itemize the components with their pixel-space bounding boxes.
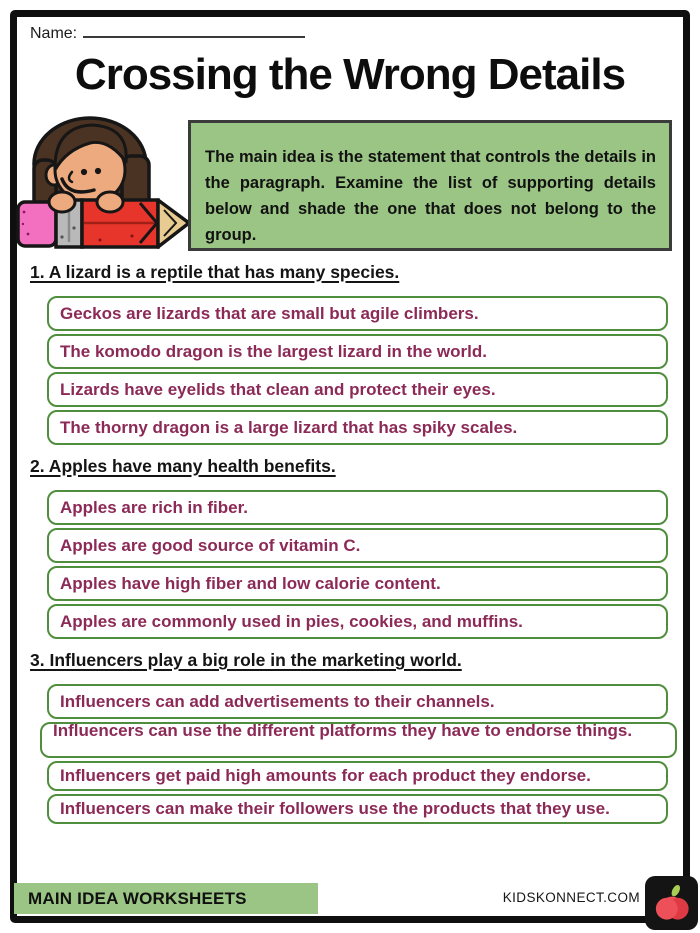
kidskonnect-logo-badge bbox=[645, 876, 698, 930]
option-box[interactable]: Influencers can use the different platforms they have to endorse things. bbox=[40, 722, 677, 758]
site-label: KIDSKONNECT.COM bbox=[502, 890, 640, 905]
section-3 bbox=[30, 650, 678, 827]
name-input-line[interactable] bbox=[83, 22, 305, 38]
option-box[interactable]: Apples have high fiber and low calorie content. bbox=[47, 566, 668, 601]
option-box[interactable]: Geckos are lizards that are small but agile climbers. bbox=[47, 296, 668, 331]
section-1-heading: 1. A lizard is a reptile that has many species. bbox=[30, 262, 400, 282]
section-2-heading: 2. Apples have many health benefits. bbox=[30, 456, 336, 476]
option-box[interactable]: Lizards have eyelids that clean and protect their eyes. bbox=[47, 372, 668, 407]
option-box[interactable]: Apples are rich in fiber. bbox=[47, 490, 668, 525]
footer-series-label: MAIN IDEA WORKSHEETS bbox=[28, 889, 247, 908]
section-3-heading: 3. Influencers play a big role in the marketing world. bbox=[30, 650, 462, 670]
option-box[interactable]: The komodo dragon is the largest lizard in the world. bbox=[47, 334, 668, 369]
option-box[interactable]: Apples are commonly used in pies, cookies, and muffins. bbox=[47, 604, 668, 639]
option-box[interactable]: The thorny dragon is a large lizard that has spiky scales. bbox=[47, 410, 668, 445]
apple-icon bbox=[653, 882, 691, 924]
option-box[interactable]: Influencers can make their followers use the products that they use. bbox=[47, 794, 668, 824]
footer-series-banner bbox=[14, 883, 318, 914]
section-2 bbox=[30, 456, 678, 642]
name-row bbox=[30, 22, 305, 43]
instruction-box bbox=[188, 120, 672, 251]
option-box[interactable]: Apples are good source of vitamin C. bbox=[47, 528, 668, 563]
hand bbox=[49, 192, 75, 212]
instruction-text: The main idea is the statement that controls the details in the paragraph. Examine the list of supporting details below and shade the one that does not belong to the group. bbox=[205, 148, 656, 244]
pencil-tip bbox=[158, 200, 189, 247]
page-title: Crossing the Wrong Details bbox=[74, 50, 626, 99]
section-1 bbox=[30, 262, 678, 448]
option-box[interactable]: Influencers get paid high amounts for each product they endorse. bbox=[47, 761, 668, 791]
hand bbox=[97, 192, 123, 212]
option-box[interactable]: Influencers can add advertisements to their channels. bbox=[47, 684, 668, 719]
name-label: Name: bbox=[30, 25, 78, 42]
girl-with-pencil-illustration bbox=[14, 112, 192, 256]
